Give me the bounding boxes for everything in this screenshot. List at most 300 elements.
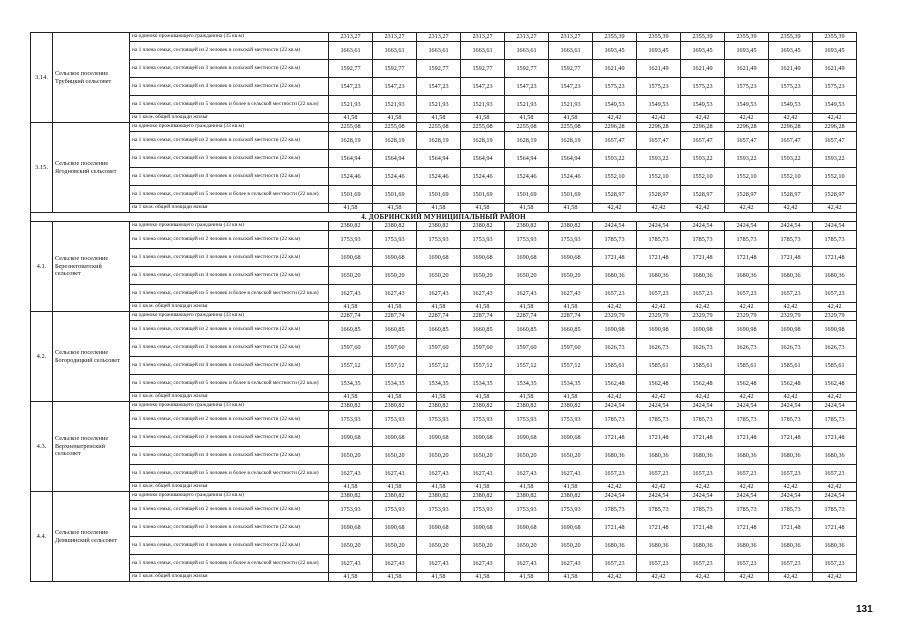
settlement-code: 4.2. xyxy=(31,312,53,402)
value-cell: 2296,28 xyxy=(725,123,769,132)
value-cell: 2296,28 xyxy=(813,123,857,132)
value-cell: 1690,98 xyxy=(769,321,813,339)
row-description: на 1 члена семьи, состоящей из 2 человек в сельской местности (22 кв.м) xyxy=(130,132,329,150)
value-cell: 1680,36 xyxy=(681,447,725,465)
settlement-code: 3.14. xyxy=(31,33,53,123)
value-cell: 1593,22 xyxy=(813,150,857,168)
table-row xyxy=(31,402,857,411)
row-description: на 1 члена семьи, состоящей из 4 человек в сельской местности (22 кв.м) xyxy=(130,168,329,186)
value-cell: 42,42 xyxy=(769,303,813,312)
value-cell: 1650,20 xyxy=(505,267,549,285)
value-cell: 1680,36 xyxy=(813,267,857,285)
value-cell: 1753,93 xyxy=(417,501,461,519)
value-cell: 1650,20 xyxy=(417,267,461,285)
value-cell: 41,58 xyxy=(329,114,373,123)
value-cell: 2424,54 xyxy=(769,222,813,231)
value-cell: 1663,61 xyxy=(329,42,373,60)
value-cell: 1597,60 xyxy=(373,339,417,357)
value-cell: 41,58 xyxy=(373,114,417,123)
value-cell: 1660,85 xyxy=(417,321,461,339)
value-cell: 1585,61 xyxy=(813,357,857,375)
value-cell: 1593,22 xyxy=(637,150,681,168)
value-cell: 1657,23 xyxy=(725,555,769,573)
value-cell: 1521,93 xyxy=(417,96,461,114)
value-cell: 1650,20 xyxy=(461,267,505,285)
value-cell: 42,42 xyxy=(681,204,725,213)
value-cell: 1785,73 xyxy=(813,231,857,249)
value-cell: 1680,36 xyxy=(637,537,681,555)
value-cell: 2380,82 xyxy=(461,402,505,411)
value-cell: 1562,48 xyxy=(637,375,681,393)
value-cell: 42,42 xyxy=(769,573,813,582)
table-row xyxy=(31,186,857,204)
value-cell: 1627,43 xyxy=(417,555,461,573)
value-cell: 42,42 xyxy=(637,393,681,402)
value-cell: 1528,97 xyxy=(769,186,813,204)
value-cell: 1657,23 xyxy=(813,285,857,303)
row-description: на 1 члена семьи, состоящей из 2 человек в сельской местности (22 кв.м) xyxy=(130,321,329,339)
table-row xyxy=(31,96,857,114)
value-cell: 2287,74 xyxy=(461,312,505,321)
value-cell: 1562,48 xyxy=(769,375,813,393)
value-cell: 1547,23 xyxy=(329,78,373,96)
value-cell: 1528,97 xyxy=(681,186,725,204)
value-cell: 41,58 xyxy=(549,204,593,213)
value-cell: 2424,54 xyxy=(593,402,637,411)
value-cell: 1534,35 xyxy=(417,375,461,393)
value-cell: 42,42 xyxy=(593,573,637,582)
value-cell: 2313,27 xyxy=(461,33,505,42)
table-row xyxy=(31,465,857,483)
value-cell: 42,42 xyxy=(637,114,681,123)
value-cell: 2255,08 xyxy=(329,123,373,132)
value-cell: 1753,93 xyxy=(373,501,417,519)
value-cell: 1690,68 xyxy=(417,519,461,537)
value-cell: 1592,77 xyxy=(549,60,593,78)
value-cell: 1721,48 xyxy=(637,249,681,267)
value-cell: 1785,73 xyxy=(593,501,637,519)
value-cell: 1650,20 xyxy=(329,447,373,465)
value-cell: 1753,93 xyxy=(329,231,373,249)
value-cell: 1557,12 xyxy=(329,357,373,375)
value-cell: 1521,93 xyxy=(505,96,549,114)
value-cell: 1575,23 xyxy=(593,78,637,96)
value-cell: 1534,35 xyxy=(505,375,549,393)
value-cell: 1650,20 xyxy=(417,447,461,465)
value-cell: 2296,28 xyxy=(681,123,725,132)
value-cell: 2424,54 xyxy=(769,402,813,411)
value-cell: 1785,73 xyxy=(769,501,813,519)
value-cell: 2296,28 xyxy=(769,123,813,132)
value-cell: 2287,74 xyxy=(505,312,549,321)
value-cell: 41,58 xyxy=(461,114,505,123)
value-cell: 1626,73 xyxy=(593,339,637,357)
value-cell: 1657,23 xyxy=(593,285,637,303)
table-row xyxy=(31,312,857,321)
row-description: на 1 члена семьи, состоящей из 2 человек в сельской местности (22 кв.м) xyxy=(130,231,329,249)
value-cell: 1785,73 xyxy=(769,231,813,249)
value-cell: 1627,43 xyxy=(329,555,373,573)
value-cell: 42,42 xyxy=(769,393,813,402)
value-cell: 42,42 xyxy=(769,114,813,123)
value-cell: 1785,73 xyxy=(593,231,637,249)
value-cell: 1534,35 xyxy=(461,375,505,393)
value-cell: 1657,23 xyxy=(769,555,813,573)
value-cell: 1627,43 xyxy=(505,555,549,573)
value-cell: 2424,54 xyxy=(769,492,813,501)
value-cell: 1552,10 xyxy=(681,168,725,186)
row-description: на одиноко проживающего гражданина (33 кв.м) xyxy=(130,123,329,132)
value-cell: 1627,43 xyxy=(549,465,593,483)
value-cell: 1785,73 xyxy=(725,231,769,249)
value-cell: 2424,54 xyxy=(637,492,681,501)
value-cell: 2355,39 xyxy=(637,33,681,42)
value-cell: 1680,36 xyxy=(637,447,681,465)
value-cell: 1657,23 xyxy=(637,465,681,483)
value-cell: 2287,74 xyxy=(549,312,593,321)
row-description: на 1 члена семьи, состоящей из 3 человек в сельской местности (22 кв.м) xyxy=(130,519,329,537)
value-cell: 41,58 xyxy=(329,204,373,213)
value-cell: 1650,20 xyxy=(329,537,373,555)
value-cell: 1557,12 xyxy=(505,357,549,375)
value-cell: 1552,10 xyxy=(593,168,637,186)
value-cell: 2255,08 xyxy=(373,123,417,132)
value-cell: 1721,48 xyxy=(769,429,813,447)
value-cell: 41,58 xyxy=(417,393,461,402)
value-cell: 2255,08 xyxy=(417,123,461,132)
value-cell: 2380,82 xyxy=(417,492,461,501)
value-cell: 1585,61 xyxy=(593,357,637,375)
value-cell: 1721,48 xyxy=(769,519,813,537)
row-description: на 1 члена семьи, состоящей из 5 человек и более в сельской местности (22 кв.м) xyxy=(130,186,329,204)
value-cell: 41,58 xyxy=(461,204,505,213)
row-description: на 1 члена семьи, состоящей из 4 человек в сельской местности (22 кв.м) xyxy=(130,357,329,375)
value-cell: 1657,23 xyxy=(769,465,813,483)
value-cell: 1785,73 xyxy=(681,231,725,249)
value-cell: 1690,98 xyxy=(637,321,681,339)
table-row xyxy=(31,339,857,357)
value-cell: 1562,48 xyxy=(681,375,725,393)
value-cell: 2424,54 xyxy=(681,492,725,501)
value-cell: 1534,35 xyxy=(329,375,373,393)
value-cell: 1547,23 xyxy=(461,78,505,96)
value-cell: 1690,98 xyxy=(813,321,857,339)
value-cell: 42,42 xyxy=(593,393,637,402)
value-cell: 1547,23 xyxy=(417,78,461,96)
value-cell: 1627,43 xyxy=(329,285,373,303)
value-cell: 2424,54 xyxy=(813,492,857,501)
value-cell: 1753,93 xyxy=(461,501,505,519)
value-cell: 1534,35 xyxy=(373,375,417,393)
table-row xyxy=(31,321,857,339)
value-cell: 1549,53 xyxy=(637,96,681,114)
value-cell: 1650,20 xyxy=(549,537,593,555)
value-cell: 1585,61 xyxy=(637,357,681,375)
value-cell: 41,58 xyxy=(329,303,373,312)
value-cell: 1663,61 xyxy=(373,42,417,60)
value-cell: 41,58 xyxy=(373,483,417,492)
table-row xyxy=(31,501,857,519)
value-cell: 1552,10 xyxy=(769,168,813,186)
value-cell: 1680,36 xyxy=(725,267,769,285)
value-cell: 41,58 xyxy=(373,573,417,582)
value-cell: 2287,74 xyxy=(417,312,461,321)
value-cell: 1680,36 xyxy=(593,447,637,465)
value-cell: 1657,47 xyxy=(769,132,813,150)
value-cell: 1524,46 xyxy=(329,168,373,186)
value-cell: 41,58 xyxy=(461,393,505,402)
value-cell: 1690,68 xyxy=(417,429,461,447)
value-cell: 2329,79 xyxy=(725,312,769,321)
table-row xyxy=(31,60,857,78)
value-cell: 1557,12 xyxy=(549,357,593,375)
value-cell: 1690,98 xyxy=(681,321,725,339)
value-cell: 41,58 xyxy=(417,114,461,123)
value-cell: 42,42 xyxy=(681,483,725,492)
value-cell: 1564,94 xyxy=(373,150,417,168)
row-description: на 1 кв.м. общей площади жилья xyxy=(130,204,329,213)
value-cell: 1690,68 xyxy=(549,519,593,537)
value-cell: 1680,36 xyxy=(769,267,813,285)
value-cell: 1593,22 xyxy=(769,150,813,168)
value-cell: 1521,93 xyxy=(461,96,505,114)
value-cell: 1660,85 xyxy=(549,321,593,339)
value-cell: 1549,53 xyxy=(813,96,857,114)
table-row xyxy=(31,150,857,168)
value-cell: 1721,48 xyxy=(593,429,637,447)
value-cell: 1657,47 xyxy=(725,132,769,150)
value-cell: 42,42 xyxy=(593,204,637,213)
row-description: на 1 члена семьи, состоящей из 4 человек в сельской местности (22 кв.м) xyxy=(130,537,329,555)
value-cell: 1753,93 xyxy=(549,411,593,429)
value-cell: 2313,27 xyxy=(417,33,461,42)
value-cell: 1721,48 xyxy=(681,249,725,267)
value-cell: 2355,39 xyxy=(725,33,769,42)
value-cell: 42,42 xyxy=(725,114,769,123)
value-cell: 2380,82 xyxy=(505,492,549,501)
value-cell: 1753,93 xyxy=(329,411,373,429)
row-description: на 1 члена семьи, состоящей из 3 человек в сельской местности (22 кв.м) xyxy=(130,60,329,78)
row-description: на 1 кв.м. общей площади жилья xyxy=(130,114,329,123)
value-cell: 1753,93 xyxy=(505,231,549,249)
value-cell: 2313,27 xyxy=(373,33,417,42)
value-cell: 2380,82 xyxy=(373,222,417,231)
value-cell: 42,42 xyxy=(725,483,769,492)
table-row xyxy=(31,411,857,429)
table-row xyxy=(31,519,857,537)
value-cell: 1693,45 xyxy=(769,42,813,60)
value-cell: 1663,61 xyxy=(549,42,593,60)
value-cell: 1650,20 xyxy=(461,537,505,555)
value-cell: 41,58 xyxy=(417,483,461,492)
row-description: на 1 кв.м. общей площади жилья xyxy=(130,393,329,402)
value-cell: 1627,43 xyxy=(461,555,505,573)
value-cell: 42,42 xyxy=(769,483,813,492)
table-row xyxy=(31,114,857,123)
value-cell: 1552,10 xyxy=(725,168,769,186)
value-cell: 1753,93 xyxy=(417,231,461,249)
value-cell: 1721,48 xyxy=(813,519,857,537)
value-cell: 1657,47 xyxy=(593,132,637,150)
value-cell: 2424,54 xyxy=(725,222,769,231)
value-cell: 2355,39 xyxy=(593,33,637,42)
value-cell: 1524,46 xyxy=(549,168,593,186)
row-description: на 1 члена семьи, состоящей из 3 человек в сельской местности (22 кв.м) xyxy=(130,429,329,447)
value-cell: 1721,48 xyxy=(725,519,769,537)
value-cell: 1753,93 xyxy=(549,501,593,519)
tariff-table xyxy=(30,32,857,582)
value-cell: 1528,97 xyxy=(593,186,637,204)
row-description: на 1 кв.м. общей площади жилья xyxy=(130,303,329,312)
value-cell: 1501,69 xyxy=(417,186,461,204)
table-row xyxy=(31,285,857,303)
value-cell: 1785,73 xyxy=(813,501,857,519)
value-cell: 41,58 xyxy=(461,483,505,492)
value-cell: 1597,60 xyxy=(549,339,593,357)
value-cell: 1680,36 xyxy=(593,267,637,285)
value-cell: 1657,47 xyxy=(681,132,725,150)
value-cell: 1626,73 xyxy=(637,339,681,357)
value-cell: 1626,73 xyxy=(769,339,813,357)
value-cell: 41,58 xyxy=(505,483,549,492)
settlement-name: Сельское поселение Ягодновский сельсовет xyxy=(53,123,130,213)
value-cell: 1657,23 xyxy=(593,465,637,483)
value-cell: 2296,28 xyxy=(593,123,637,132)
value-cell: 41,58 xyxy=(329,483,373,492)
value-cell: 1785,73 xyxy=(725,411,769,429)
value-cell: 2380,82 xyxy=(461,492,505,501)
value-cell: 1785,73 xyxy=(637,411,681,429)
value-cell: 2380,82 xyxy=(329,492,373,501)
value-cell: 2424,54 xyxy=(593,222,637,231)
value-cell: 1657,47 xyxy=(637,132,681,150)
table-row xyxy=(31,357,857,375)
value-cell: 1521,93 xyxy=(373,96,417,114)
value-cell: 1585,61 xyxy=(725,357,769,375)
value-cell: 1753,93 xyxy=(461,411,505,429)
table-row xyxy=(31,375,857,393)
value-cell: 1690,68 xyxy=(461,249,505,267)
value-cell: 1564,94 xyxy=(461,150,505,168)
settlement-code: 4.4. xyxy=(31,492,53,582)
value-cell: 1753,93 xyxy=(505,411,549,429)
value-cell: 2329,79 xyxy=(593,312,637,321)
value-cell: 1549,53 xyxy=(769,96,813,114)
value-cell: 1627,43 xyxy=(505,285,549,303)
value-cell: 2380,82 xyxy=(505,222,549,231)
value-cell: 2380,82 xyxy=(373,492,417,501)
value-cell: 2380,82 xyxy=(549,222,593,231)
value-cell: 1663,61 xyxy=(461,42,505,60)
value-cell: 1660,85 xyxy=(505,321,549,339)
row-description: на 1 члена семьи, состоящей из 5 человек и более в сельской местности (22 кв.м) xyxy=(130,96,329,114)
value-cell: 1549,53 xyxy=(593,96,637,114)
value-cell: 41,58 xyxy=(505,114,549,123)
settlement-name: Сельское поселение Верхнематренский сельсовет xyxy=(53,402,130,492)
value-cell: 2380,82 xyxy=(461,222,505,231)
value-cell: 1593,22 xyxy=(725,150,769,168)
value-cell: 1597,60 xyxy=(461,339,505,357)
value-cell: 1597,60 xyxy=(329,339,373,357)
value-cell: 1621,49 xyxy=(637,60,681,78)
value-cell: 1549,53 xyxy=(681,96,725,114)
value-cell: 2287,74 xyxy=(373,312,417,321)
value-cell: 1627,43 xyxy=(505,465,549,483)
value-cell: 1501,69 xyxy=(329,186,373,204)
value-cell: 1547,23 xyxy=(373,78,417,96)
value-cell: 1528,97 xyxy=(813,186,857,204)
value-cell: 1627,43 xyxy=(329,465,373,483)
value-cell: 1657,23 xyxy=(769,285,813,303)
value-cell: 41,58 xyxy=(329,573,373,582)
value-cell: 1690,68 xyxy=(461,519,505,537)
value-cell: 1721,48 xyxy=(637,429,681,447)
value-cell: 2329,79 xyxy=(769,312,813,321)
row-description: на 1 члена семьи, состоящей из 4 человек в сельской местности (22 кв.м) xyxy=(130,447,329,465)
section-header-row xyxy=(31,213,857,222)
value-cell: 42,42 xyxy=(813,483,857,492)
value-cell: 41,58 xyxy=(461,573,505,582)
value-cell: 2329,79 xyxy=(813,312,857,321)
value-cell: 2313,27 xyxy=(549,33,593,42)
value-cell: 1753,93 xyxy=(417,411,461,429)
value-cell: 1593,22 xyxy=(593,150,637,168)
value-cell: 1785,73 xyxy=(769,411,813,429)
settlement-code: 4.1. xyxy=(31,222,53,312)
table-row xyxy=(31,78,857,96)
row-description: на 1 члена семьи, состоящей из 5 человек и более в сельской местности (22 кв.м) xyxy=(130,285,329,303)
value-cell: 1663,61 xyxy=(505,42,549,60)
value-cell: 1521,93 xyxy=(329,96,373,114)
value-cell: 1524,46 xyxy=(373,168,417,186)
value-cell: 1627,43 xyxy=(417,465,461,483)
value-cell: 1657,23 xyxy=(813,465,857,483)
value-cell: 1785,73 xyxy=(813,411,857,429)
value-cell: 41,58 xyxy=(549,114,593,123)
value-cell: 1663,61 xyxy=(417,42,461,60)
value-cell: 2424,54 xyxy=(681,402,725,411)
value-cell: 2424,54 xyxy=(725,402,769,411)
value-cell: 41,58 xyxy=(549,303,593,312)
value-cell: 2255,08 xyxy=(505,123,549,132)
value-cell: 1549,53 xyxy=(725,96,769,114)
value-cell: 1690,68 xyxy=(549,429,593,447)
settlement-code: 4.3. xyxy=(31,402,53,492)
value-cell: 1547,23 xyxy=(505,78,549,96)
value-cell: 1564,94 xyxy=(549,150,593,168)
value-cell: 1650,20 xyxy=(417,537,461,555)
value-cell: 2287,74 xyxy=(329,312,373,321)
value-cell: 42,42 xyxy=(725,573,769,582)
value-cell: 1657,23 xyxy=(813,555,857,573)
value-cell: 2355,39 xyxy=(769,33,813,42)
table-row xyxy=(31,267,857,285)
value-cell: 1501,69 xyxy=(549,186,593,204)
value-cell: 1621,49 xyxy=(681,60,725,78)
value-cell: 1693,45 xyxy=(813,42,857,60)
table-row xyxy=(31,249,857,267)
value-cell: 1621,49 xyxy=(725,60,769,78)
value-cell: 1721,48 xyxy=(593,519,637,537)
value-cell: 1628,19 xyxy=(549,132,593,150)
value-cell: 1628,19 xyxy=(417,132,461,150)
value-cell: 2380,82 xyxy=(329,402,373,411)
value-cell: 1621,49 xyxy=(813,60,857,78)
value-cell: 1628,19 xyxy=(505,132,549,150)
value-cell: 1564,94 xyxy=(505,150,549,168)
table-row xyxy=(31,492,857,501)
table-row xyxy=(31,555,857,573)
